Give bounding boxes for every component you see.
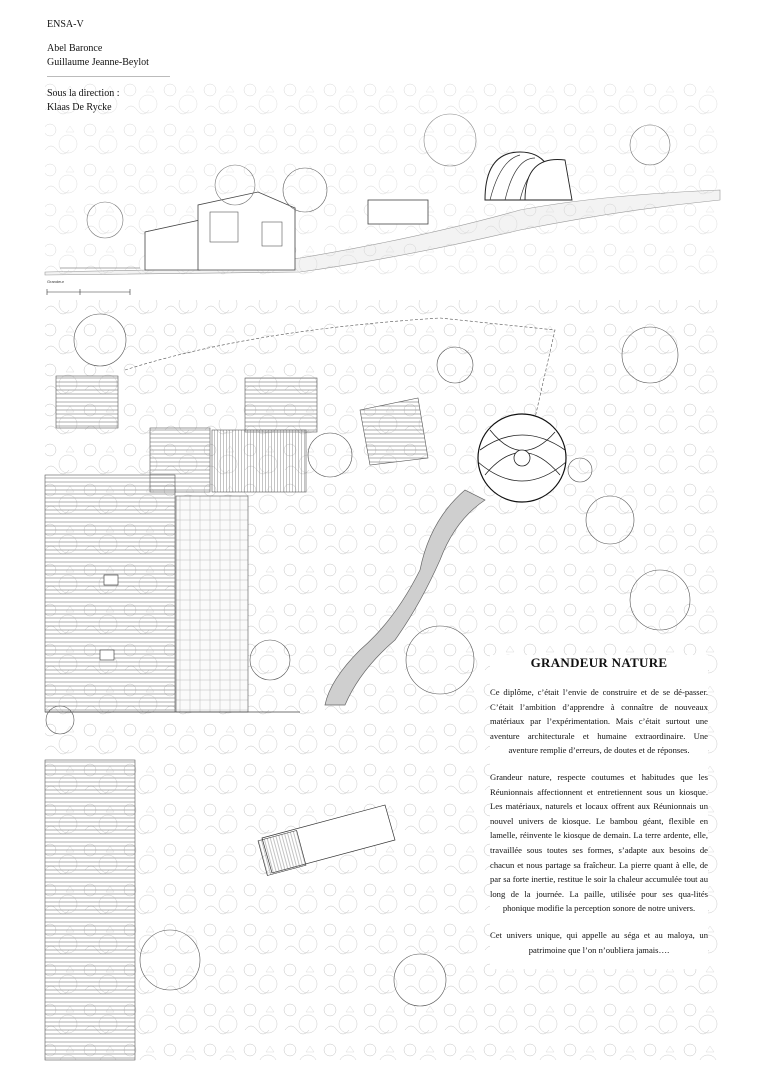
- paragraph-materials: Grandeur nature, respecte coutumes et habitudes que les Réunionnais affectionnent et entretiennent sous un kiosque. Les matériaux, naturels et locaux offrent aux Réunionnais un nouvel univers de kiosque. Le bambou géant, flexible en lamelle, réinvente le kiosque de demain. La terre ardente, elle, travaillée sous toutes ses formes, s’adapte aux besoins de chacun et nous partage sa fraîcheur. La pierre quant à elle, de par sa forte inertie, restitue le soir la chaleur accumulée tout au long de la journée. La paille, utilisée pour ses qua-lités phonique modifie la perception sonore de notre univers.: [490, 771, 708, 914]
- scale-bar-label: Grandeur: [47, 279, 64, 284]
- scale-bar: [47, 289, 130, 295]
- director-name: Klaas De Rycke: [47, 102, 112, 113]
- author-name: Abel Baronce: [47, 43, 103, 54]
- credits-block: [47, 18, 170, 115]
- divider: [47, 76, 170, 77]
- direction-label: Sous la direction :: [47, 88, 120, 99]
- author-name: Guillaume Jeanne-Beylot: [47, 57, 149, 68]
- paragraph-intro: Ce diplôme, c’était l’envie de construire et de se dé-passer. C’était l’ambition d’apprendre à connaître de nouveaux matériaux par l’expérimentation. Mais c’était surtout une aventure architecturale et humaine extraordinaire. Une aventure remplie d’erreurs, de doutes et de réponses.: [490, 687, 708, 756]
- school-name: ENSA-V: [47, 19, 84, 30]
- project-text-box: [490, 655, 708, 969]
- project-title: GRANDEUR NATURE: [530, 655, 668, 670]
- kiosk-plan: [478, 414, 566, 502]
- paragraph-closing: Cet univers unique, qui appelle au séga et au maloya, un patrimoine que l’on n’oubliera jamais….: [490, 929, 708, 955]
